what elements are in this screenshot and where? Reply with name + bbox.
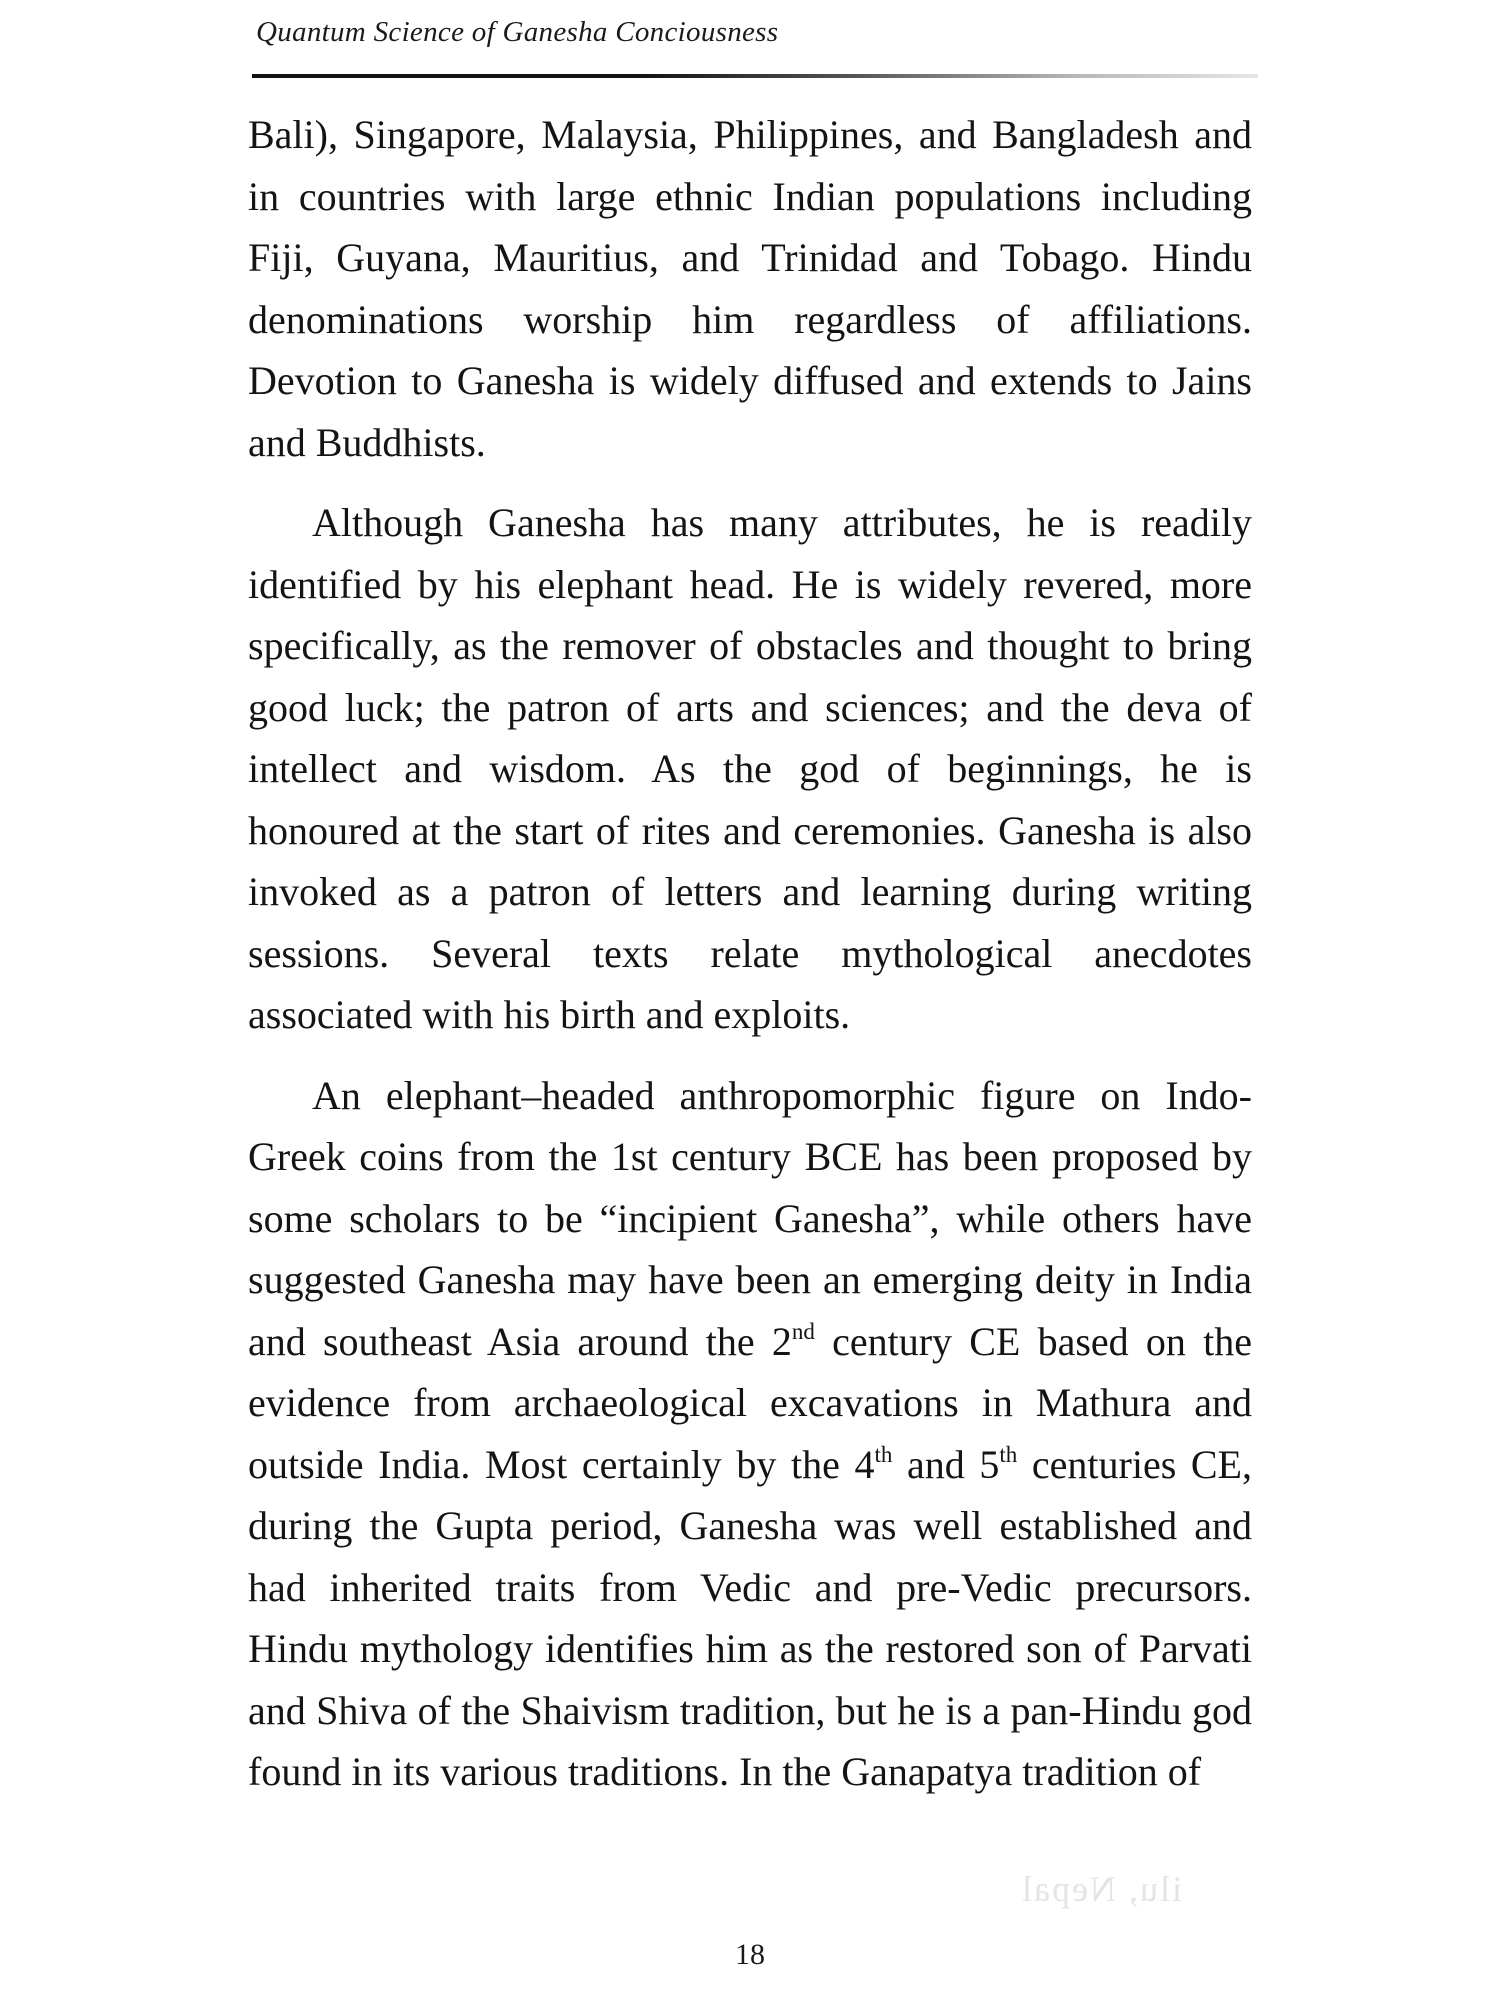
- paragraph-3: [248, 1065, 1252, 1803]
- paragraph-3-text: centuries CE, during the Gupta period, Ganesha was well established and had inherited traits from Vedic and pre-Vedic precursors. Hindu mythology identifies him as the restored son of Parvati and Shiva of the Shaivism tradition, but he is a pan-Hindu god found in its various traditions. In the Ganapatya tradition of: [248, 1441, 1252, 1794]
- superscript-nd: nd: [791, 1318, 815, 1344]
- header-rule: [252, 74, 1258, 78]
- superscript-th: th: [999, 1441, 1018, 1467]
- page-number: 18: [735, 1938, 765, 1971]
- superscript-th: th: [874, 1441, 893, 1467]
- bleed-through-text: ilu, Nepal: [1020, 1869, 1182, 1909]
- paragraph-2: Although Ganesha has many attributes, he is readily identified by his elephant head. He is widely revered, more specifically, as the remover of obstacles and thought to bring good luck; the patron of arts and sciences; and the deva of intellect and wisdom. As the god of beginnings, he is honoured at the start of rites and ceremonies. Ganesha is also invoked as a patron of letters and learning during writing sessions. Several texts relate mythological anecdotes associated with his birth and exploits.: [248, 500, 1252, 1037]
- paragraph-3-text: An elephant–headed anthropomorphic figure on Indo-Greek coins from the 1st century BCE has been proposed by some scholars to be “incipient Ganesha”, while others have suggested Ganesha may have been an emerging deity in India and southeast Asia around the 2: [248, 1072, 1252, 1364]
- paragraph-3-text: century CE based on the evidence from archaeological excavations in Mathura and outside India. Most certainly by the 4: [248, 1318, 1252, 1487]
- paragraph-1: Bali), Singapore, Malaysia, Philippines, and Bangladesh and in countries with large ethnic Indian populations including Fiji, Guyana, Mauritius, and Trinidad and Tobago. Hindu denominations worship him regardless of affiliations. Devotion to Ganesha is widely diffused and extends to Jains and Buddhists.: [248, 112, 1252, 465]
- body-text: [248, 104, 1252, 1803]
- paragraph-3-text: and 5: [892, 1441, 1000, 1487]
- running-head: Quantum Science of Ganesha Conciousness: [256, 16, 779, 48]
